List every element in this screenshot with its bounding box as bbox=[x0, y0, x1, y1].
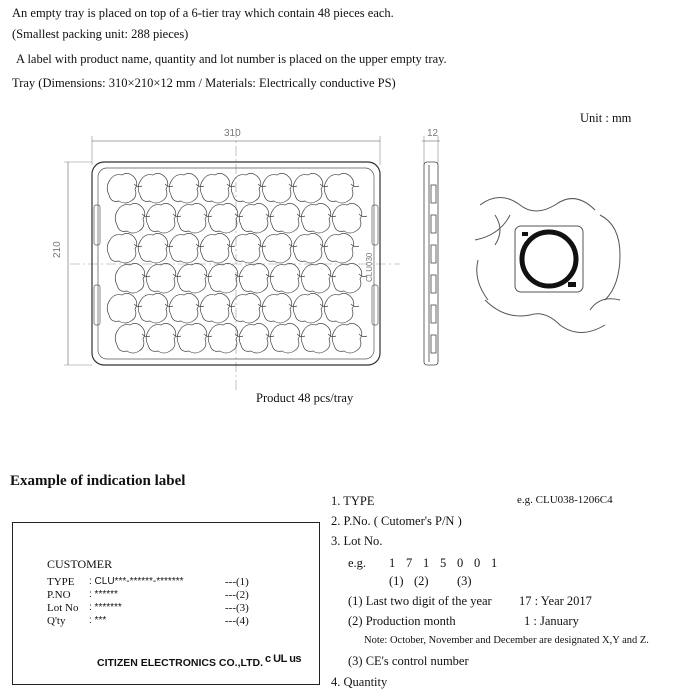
legend-item-pno: 2. P.No. ( Cutomer's P/N ) bbox=[331, 514, 462, 528]
tray-pocket bbox=[262, 173, 292, 203]
tray-pocket bbox=[177, 323, 207, 353]
tray-pocket bbox=[169, 173, 199, 203]
ul-certification-mark: c UL us bbox=[265, 653, 302, 665]
label-row-lot-key: Lot No bbox=[47, 602, 79, 614]
tray-pocket bbox=[270, 203, 300, 233]
tray-pocket bbox=[115, 203, 145, 233]
tray-pocket bbox=[138, 173, 168, 203]
tray-pocket-link bbox=[359, 334, 367, 337]
legend-item-type: 1. TYPE bbox=[331, 494, 375, 508]
tray-pocket-link bbox=[351, 304, 359, 307]
legend-sub-month: (2) Production month bbox=[348, 614, 456, 628]
intro-line-1: An empty tray is placed on top of a 6-tier tray which contain 48 pieces each. bbox=[12, 6, 394, 20]
tray-pocket bbox=[107, 293, 137, 323]
label-row-pno-ref: ---(2) bbox=[225, 589, 249, 601]
height-dimension: 210 bbox=[52, 241, 63, 258]
tray-pocket bbox=[239, 203, 269, 233]
tray-pocket bbox=[262, 293, 292, 323]
lot-example-digits bbox=[389, 556, 501, 571]
tray-pocket bbox=[231, 233, 261, 263]
tray-pocket bbox=[146, 203, 176, 233]
label-row-type-ref: ---(1) bbox=[225, 576, 249, 588]
tray-pocket-link bbox=[351, 244, 359, 247]
tray-pocket bbox=[208, 323, 238, 353]
label-row-lot-value: : ******* bbox=[89, 602, 122, 613]
label-row-pno-key: P.NO bbox=[47, 589, 71, 601]
tray-mark: CLU030 bbox=[365, 252, 374, 282]
tray-pocket bbox=[324, 173, 354, 203]
tray-pocket bbox=[293, 173, 323, 203]
tray-pocket bbox=[107, 173, 137, 203]
lot-group-2: (2) bbox=[414, 574, 429, 588]
tray-pocket bbox=[138, 293, 168, 323]
tray-pocket bbox=[146, 263, 176, 293]
label-row-qty-key: Q'ty bbox=[47, 615, 66, 627]
tray-pocket bbox=[231, 173, 261, 203]
tray-pocket bbox=[332, 323, 362, 353]
intro-line-4: Tray (Dimensions: 310×210×12 mm / Materials: Electrically conductive PS) bbox=[12, 76, 396, 90]
lot-digit: 5 bbox=[440, 556, 447, 570]
tray-pocket bbox=[115, 323, 145, 353]
tray-pocket bbox=[332, 203, 362, 233]
legend-sub-year: (1) Last two digit of the year bbox=[348, 594, 492, 608]
tray-pocket bbox=[177, 263, 207, 293]
tray-pocket bbox=[231, 293, 261, 323]
legend-eg: e.g. bbox=[348, 556, 367, 570]
label-row-lot-ref: ---(3) bbox=[225, 602, 249, 614]
depth-dimension: 12 bbox=[427, 128, 439, 139]
tray-pocket bbox=[324, 293, 354, 323]
lot-digit: 1 bbox=[491, 556, 498, 570]
tray-pocket bbox=[200, 233, 230, 263]
label-company: CITIZEN ELECTRONICS CO.,LTD. bbox=[97, 657, 264, 669]
legend-note: Note: October, November and December are designated X,Y and Z. bbox=[364, 635, 649, 646]
tray-pocket bbox=[138, 233, 168, 263]
tray-pocket bbox=[208, 203, 238, 233]
tray-pocket bbox=[239, 263, 269, 293]
tray-pocket-link bbox=[359, 214, 367, 217]
tray-pocket bbox=[270, 263, 300, 293]
lot-digit: 1 bbox=[389, 556, 396, 570]
legend-sub-year-example: 17 : Year 2017 bbox=[519, 594, 592, 608]
label-row-qty-value: : *** bbox=[89, 615, 107, 626]
tray-pocket bbox=[332, 263, 362, 293]
legend-item-quantity: 4. Quantity bbox=[331, 675, 388, 689]
lot-digit: 0 bbox=[474, 556, 481, 570]
tray-pocket bbox=[177, 203, 207, 233]
legend-item-lot: 3. Lot No. bbox=[331, 534, 383, 548]
tray-pocket bbox=[146, 323, 176, 353]
legend-type-example: e.g. CLU038-1206C4 bbox=[517, 494, 613, 506]
tray-pocket bbox=[239, 323, 269, 353]
tray-pocket bbox=[107, 233, 137, 263]
label-row-type-value: : CLU***-******-******* bbox=[89, 576, 184, 587]
lot-digit: 0 bbox=[457, 556, 464, 570]
tray-pocket bbox=[169, 293, 199, 323]
tray-pocket-link bbox=[351, 184, 359, 187]
tray-pocket bbox=[270, 323, 300, 353]
label-row-type-key: TYPE bbox=[47, 576, 75, 588]
drawing-caption: Product 48 pcs/tray bbox=[256, 391, 354, 405]
tray-pockets bbox=[107, 173, 367, 353]
unit-label: Unit : mm bbox=[580, 111, 632, 125]
legend-sub-month-example: 1 : January bbox=[524, 614, 579, 628]
lot-group-3: (3) bbox=[457, 574, 472, 588]
tray-pocket bbox=[200, 293, 230, 323]
lot-group-1: (1) bbox=[389, 574, 404, 588]
example-heading: Example of indication label bbox=[10, 473, 186, 489]
tray-pocket bbox=[293, 293, 323, 323]
tray-pocket bbox=[169, 233, 199, 263]
tray-pocket bbox=[262, 233, 292, 263]
legend-sub-control: (3) CE's control number bbox=[348, 654, 469, 668]
intro-line-2: (Smallest packing unit: 288 pieces) bbox=[12, 27, 189, 41]
tray-pocket bbox=[301, 323, 331, 353]
tray-pocket bbox=[301, 263, 331, 293]
lot-digit: 1 bbox=[423, 556, 430, 570]
tray-pocket bbox=[115, 263, 145, 293]
tray-pocket bbox=[324, 233, 354, 263]
pocket-detail-view bbox=[475, 198, 620, 333]
tray-pocket bbox=[293, 233, 323, 263]
tray-side-view bbox=[422, 136, 440, 365]
intro-line-3: A label with product name, quantity and lot number is placed on the upper empty tray. bbox=[16, 52, 447, 66]
indication-label bbox=[12, 522, 320, 685]
tray-pocket bbox=[208, 263, 238, 293]
width-dimension: 310 bbox=[224, 128, 241, 139]
tray-pocket bbox=[200, 173, 230, 203]
label-row-qty-ref: ---(4) bbox=[225, 615, 249, 627]
label-customer: CUSTOMER bbox=[47, 557, 113, 571]
lot-digit: 7 bbox=[406, 556, 413, 570]
label-row-pno-value: : ****** bbox=[89, 589, 118, 600]
tray-pocket bbox=[301, 203, 331, 233]
